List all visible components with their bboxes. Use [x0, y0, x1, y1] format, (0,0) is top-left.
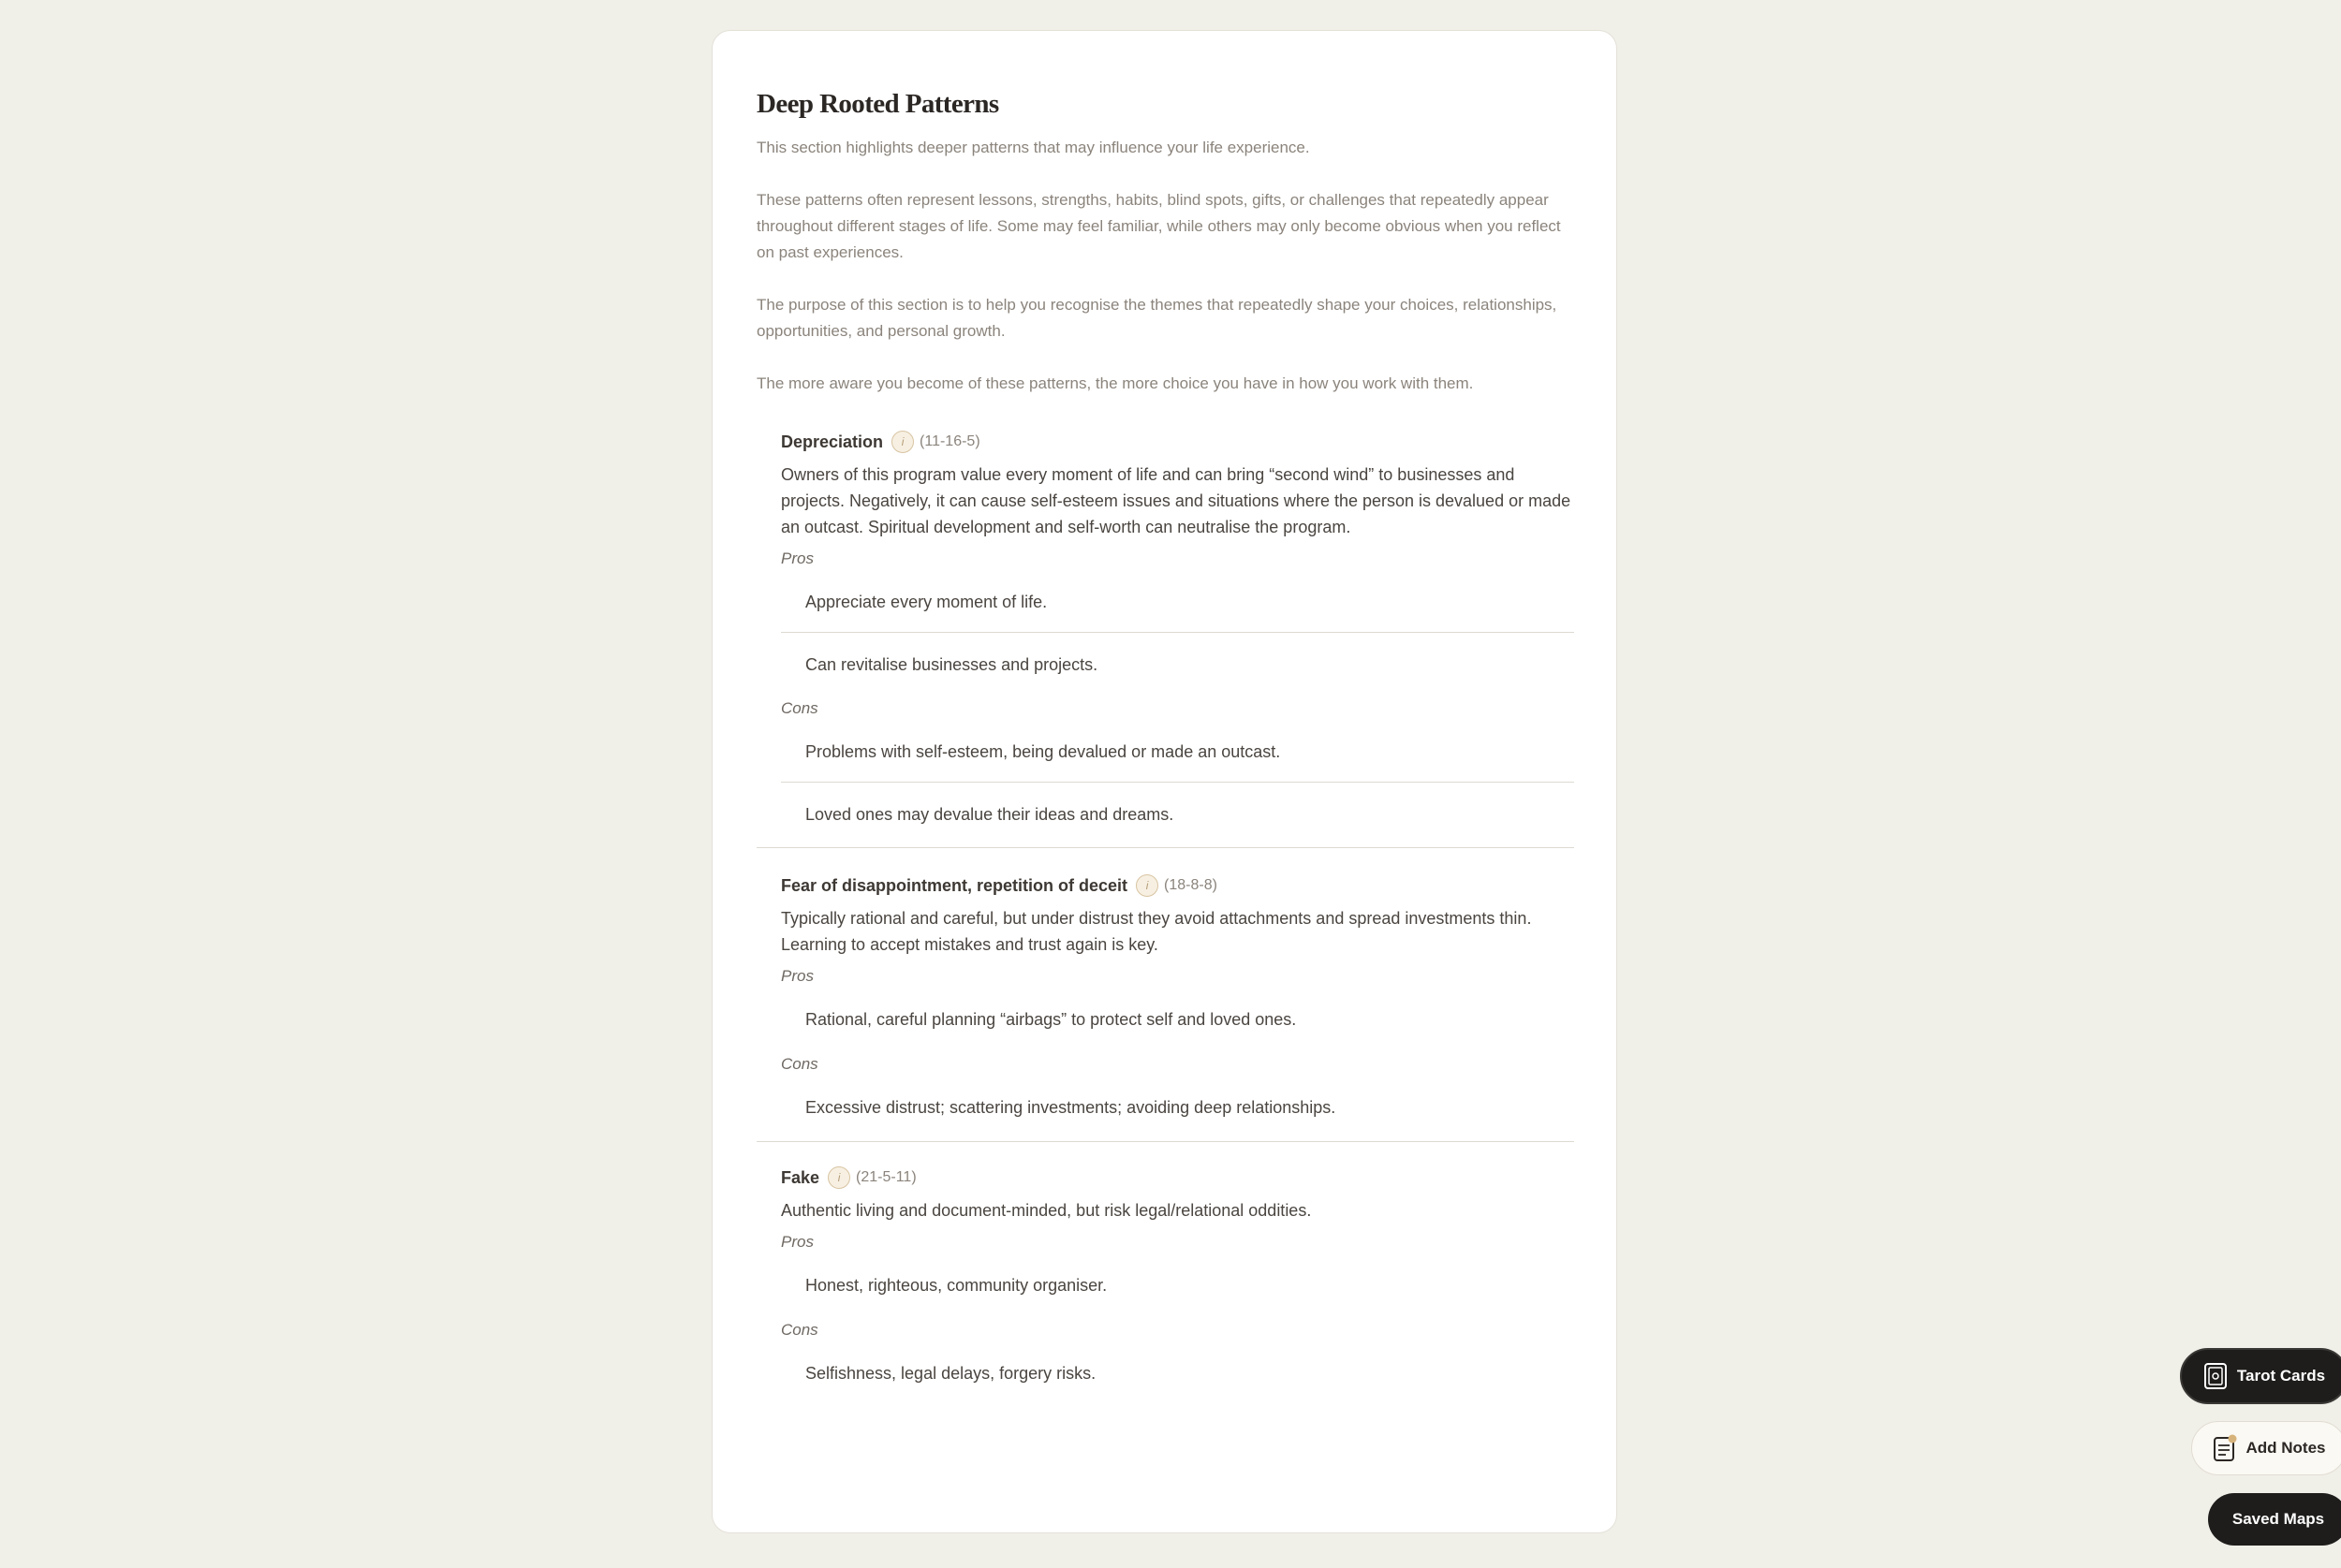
saved-maps-label: Saved Maps: [2231, 1510, 2325, 1528]
info-icon[interactable]: i: [891, 431, 914, 453]
list-item: Honest, righteous, community organiser.: [805, 1276, 1108, 1295]
cons-list: [781, 733, 1574, 832]
list-item: Appreciate every moment of life.: [805, 593, 1048, 611]
tarot-card-icon: [2203, 1362, 2228, 1390]
pros-label: Pros: [781, 550, 814, 567]
intro-paragraph: This section highlights deeper patterns that may influence your life experience.: [757, 139, 1310, 156]
patterns-card: [712, 30, 1617, 1533]
section-title: Deep Rooted Patterns: [757, 89, 999, 119]
list-item: Rational, careful planning “airbags” to protect self and loved ones.: [805, 1010, 1297, 1029]
info-icon[interactable]: i: [1136, 874, 1158, 897]
pattern-block: [757, 429, 1574, 848]
list-item: Loved ones may devalue their ideas and dreams.: [781, 782, 1574, 832]
pros-list: [781, 1001, 1574, 1038]
pattern-name: Fear of disappointment, repetition of deceit: [781, 875, 1128, 895]
pattern-name: Depreciation: [781, 432, 884, 451]
cons-label: Cons: [781, 699, 818, 717]
patterns-content: [757, 89, 1574, 1418]
list-item: Problems with self-esteem, being devalued or made an outcast.: [805, 742, 1281, 761]
pattern-block: [757, 1142, 1574, 1418]
pattern-code: (18-8-8): [1164, 877, 1217, 893]
pattern-description: Authentic living and document-minded, but risk legal/relational oddities.: [781, 1201, 1312, 1220]
add-notes-label: Add Notes: [2245, 1439, 2326, 1457]
cons-label: Cons: [781, 1055, 818, 1073]
pattern-block: [757, 848, 1574, 1142]
pros-list: [781, 583, 1574, 682]
info-icon[interactable]: i: [828, 1166, 850, 1189]
tarot-cards-label: Tarot Cards: [2236, 1367, 2326, 1385]
pattern-code: (21-5-11): [856, 1169, 917, 1185]
notes-icon: [2213, 1434, 2237, 1462]
pattern-description: Owners of this program value every moment of life and can bring “second wind” to businesses and projects. Negatively, it can cause self-esteem issues and situations where the person is devalued or made an outcast. Spiritual development and self-worth can neutralise the program.: [781, 465, 1571, 536]
add-notes-button[interactable]: [2191, 1421, 2341, 1475]
cons-list: [781, 1089, 1574, 1126]
pattern-list: [757, 429, 1574, 1418]
pattern-code: (11-16-5): [920, 433, 980, 449]
section-intro: [757, 135, 1574, 397]
pros-label: Pros: [781, 967, 814, 985]
list-item: Can revitalise businesses and projects.: [781, 632, 1574, 682]
intro-paragraph: The purpose of this section is to help you recognise the themes that repeatedly shape your choices, relationships, opportunities, and personal growth.: [757, 296, 1557, 340]
pattern-header: [781, 429, 1574, 455]
tarot-cards-button[interactable]: [2180, 1348, 2341, 1404]
saved-maps-button[interactable]: [2208, 1493, 2341, 1546]
pros-label: Pros: [781, 1233, 814, 1251]
intro-paragraph: The more aware you become of these patterns, the more choice you have in how you work with them.: [757, 374, 1474, 392]
cons-label: Cons: [781, 1321, 818, 1339]
pattern-name: Fake: [781, 1167, 820, 1187]
intro-paragraph: These patterns often represent lessons, strengths, habits, blind spots, gifts, or challenges that repeatedly appear throughout different stages of life. Some may feel familiar, while others may only become obvious when you reflect on past experiences.: [757, 191, 1561, 261]
pros-list: [781, 1267, 1574, 1304]
cons-list: [781, 1355, 1574, 1392]
list-item: Excessive distrust; scattering investments; avoiding deep relationships.: [805, 1098, 1336, 1117]
pattern-header: [781, 1165, 1574, 1191]
pattern-description: Typically rational and careful, but under distrust they avoid attachments and spread investments thin. Learning to accept mistakes and trust again is key.: [781, 909, 1532, 954]
pattern-header: [781, 872, 1574, 899]
list-item: Selfishness, legal delays, forgery risks.: [805, 1364, 1097, 1383]
